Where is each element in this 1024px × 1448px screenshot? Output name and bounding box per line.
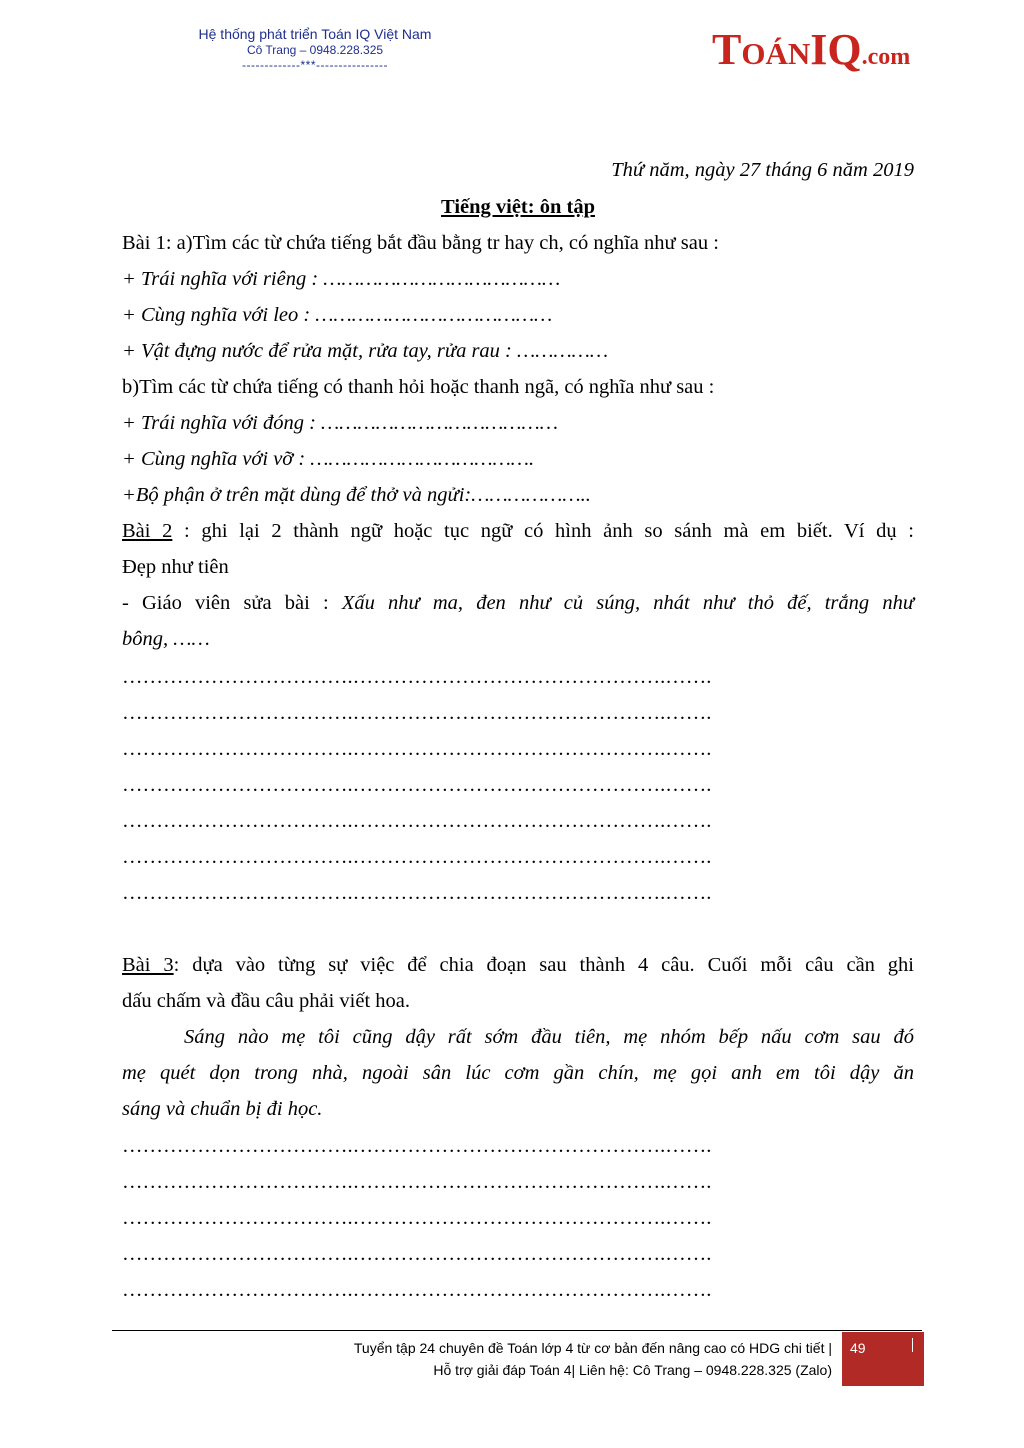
answer-line[interactable]: …………………………….……………………………………….…….	[122, 810, 712, 832]
footer-line-1: Tuyển tập 24 chuyên đề Toán lớp 4 từ cơ bản đến nâng cao có HDG chi tiết |	[353, 1340, 832, 1356]
page-footer	[180, 1337, 832, 1381]
badge-notch	[912, 1338, 913, 1352]
exercise-2-teacher-note: - Giáo viên sửa bài : Xấu như ma, đen như củ súng, nhát như thỏ đế, trắng như	[122, 592, 914, 614]
toaniq-logo: TOÁNIQ.com	[712, 25, 911, 74]
exercise-1a-item-3: + Vật đựng nước để rửa mặt, rửa tay, rửa rau : ……………	[122, 340, 609, 362]
exercise-3-passage-line: Sáng nào mẹ tôi cũng dậy rất sớm đầu tiên, mẹ nhóm bếp nấu cơm sau đó	[184, 1026, 914, 1048]
footer-line-2: Hỗ trợ giải đáp Toán 4| Liên hệ: Cô Trang – 0948.228.325 (Zalo)	[433, 1362, 832, 1378]
header-divider: -------------***----------------	[242, 58, 388, 72]
exercise-2-prompt: Bài 2 : ghi lại 2 thành ngữ hoặc tục ngữ có hình ảnh so sánh mà em biết. Ví dụ :	[122, 520, 914, 542]
exercise-1a-prompt: Bài 1: a)Tìm các từ chứa tiếng bắt đầu bằng tr hay ch, có nghĩa như sau :	[122, 232, 719, 254]
exercise-1b-item-2: + Cùng nghĩa với vỡ : ……………………………….	[122, 448, 535, 470]
footer-divider	[112, 1330, 922, 1331]
answer-line[interactable]: …………………………….……………………………………….…….	[122, 738, 712, 760]
exercise-1a-item-1: + Trái nghĩa với riêng : …………………………………	[122, 268, 561, 290]
answer-line[interactable]: …………………………….……………………………………….…….	[122, 882, 712, 904]
org-name: Hệ thống phát triển Toán IQ Việt Nam	[198, 26, 432, 42]
date-line: Thứ năm, ngày 27 tháng 6 năm 2019	[611, 159, 914, 181]
answer-line[interactable]: …………………………….……………………………………….…….	[122, 1279, 712, 1301]
exercise-2-example: Đẹp như tiên	[122, 556, 229, 578]
page-header	[150, 26, 480, 72]
exercise-3-passage-line: sáng và chuẩn bị đi học.	[122, 1098, 323, 1120]
exercise-3-prompt-cont: dấu chấm và đầu câu phải viết hoa.	[122, 990, 411, 1012]
exercise-1a-item-2: + Cùng nghĩa với leo : …………………………………	[122, 304, 553, 326]
answer-line[interactable]: …………………………….……………………………………….…….	[122, 1243, 712, 1265]
answer-line[interactable]: …………………………….……………………………………….…….	[122, 702, 712, 724]
answer-line[interactable]: …………………………….……………………………………….…….	[122, 666, 712, 688]
exercise-1b-item-3: +Bộ phận ở trên mặt dùng để thở và ngửi:………………..	[122, 484, 591, 506]
exercise-3-passage-line: mẹ quét dọn trong nhà, ngoài sân lúc cơm gần chín, mẹ gọi anh em tôi dậy ăn	[122, 1062, 914, 1084]
exercise-1b-prompt: b)Tìm các từ chứa tiếng có thanh hỏi hoặc thanh ngã, có nghĩa như sau :	[122, 376, 715, 398]
header-contact: Cô Trang – 0948.228.325	[246, 43, 384, 57]
page-number-badge	[842, 1332, 924, 1386]
answer-line[interactable]: …………………………….……………………………………….…….	[122, 774, 712, 796]
answer-line[interactable]: …………………………….……………………………………….…….	[122, 846, 712, 868]
answer-line[interactable]: …………………………….……………………………………….…….	[122, 1135, 712, 1157]
answer-line[interactable]: …………………………….……………………………………….…….	[122, 1171, 712, 1193]
answer-line[interactable]: …………………………….……………………………………….…….	[122, 1207, 712, 1229]
exercise-3-prompt: Bài 3: dựa vào từng sự việc để chia đoạn sau thành 4 câu. Cuối mỗi câu cần ghi	[122, 954, 915, 976]
worksheet-title: Tiếng việt: ôn tập	[441, 196, 595, 218]
page-number: 49	[850, 1340, 866, 1356]
exercise-2-teacher-note-cont: bông, ……	[122, 628, 210, 650]
exercise-1b-item-1: + Trái nghĩa với đóng : …………………………………	[122, 412, 558, 434]
